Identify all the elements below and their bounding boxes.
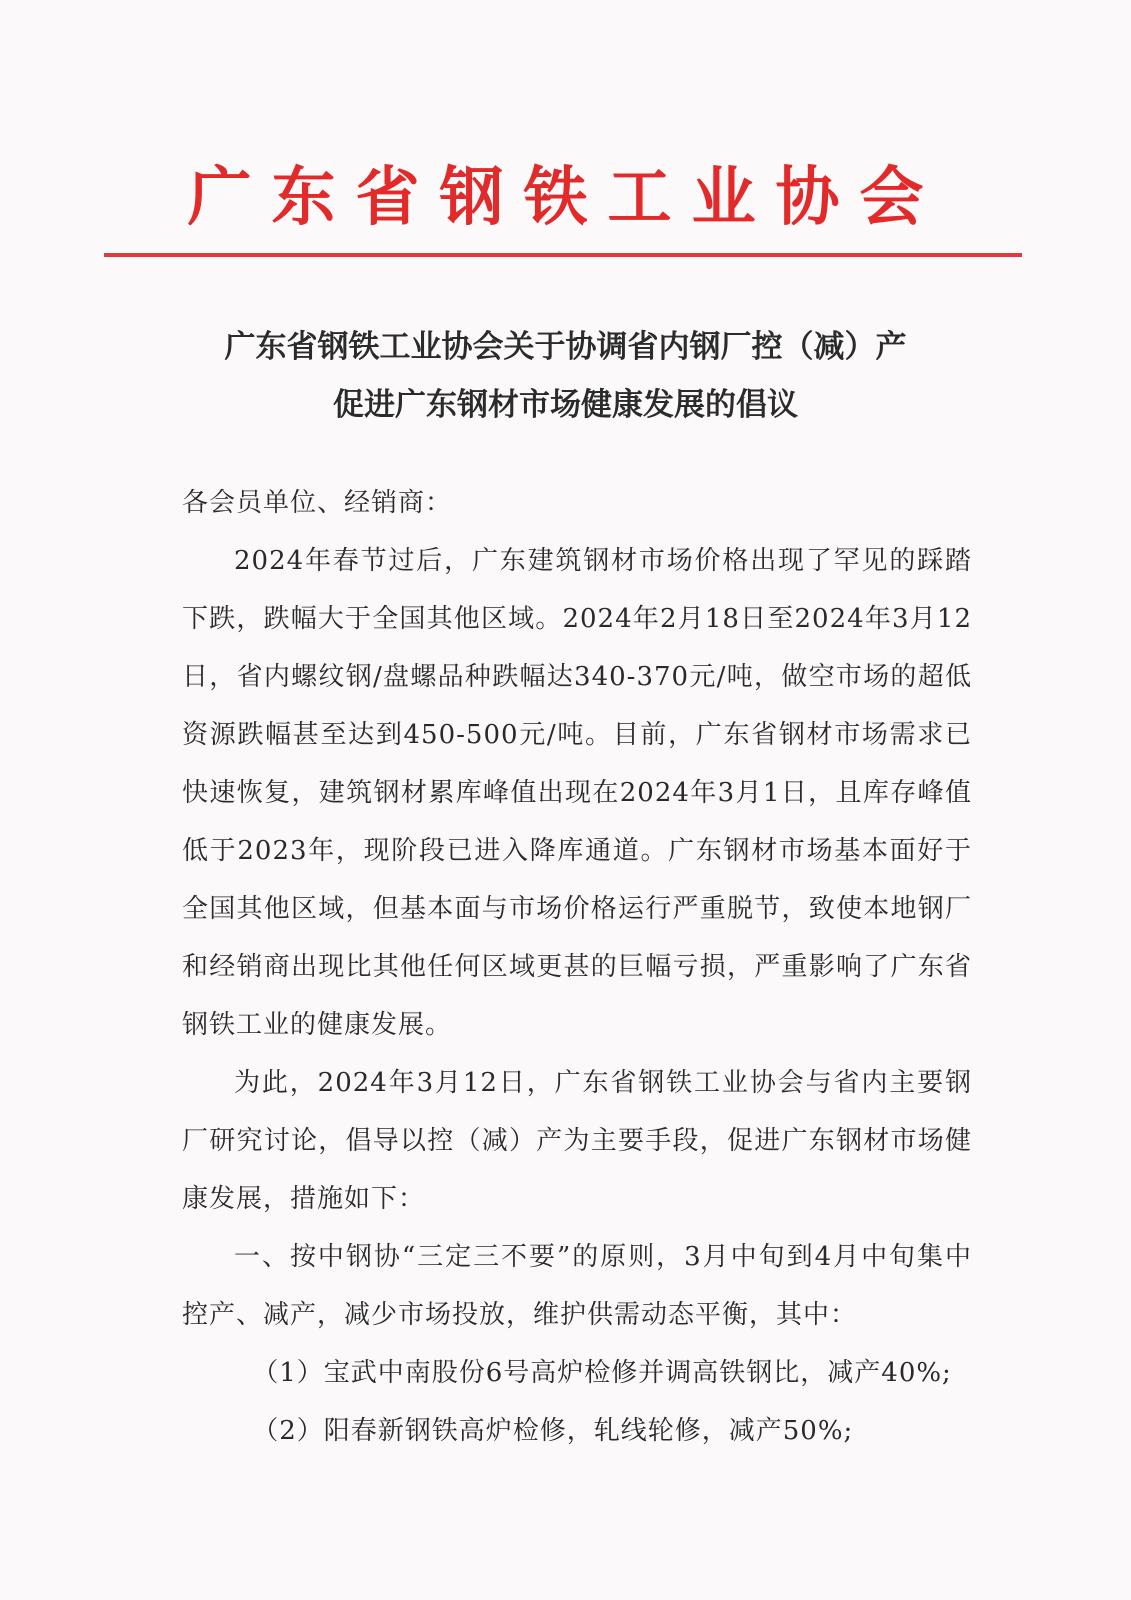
- document-title-line-1: 广东省钢铁工业协会关于协调省内钢厂控（减）产: [224, 329, 907, 365]
- paragraph-background: 2024年春节过后，广东建筑钢材市场价格出现了罕见的踩踏下跌，跌幅大于全国其他区域。2024年2月18日至2024年3月12日，省内螺纹钢/盘螺品种跌幅达340-370元/吨，做空市场的超低资源跌幅甚至达到450-500元/吨。目前，广东省钢材市场需求已快速恢复，建筑钢材累库峰值出现在2024年3月1日，且库存峰值低于2023年，现阶段已进入降库通道。广东钢材市场基本面好于全国其他区域，但基本面与市场价格运行严重脱节，致使本地钢厂和经销商出现比其他任何区域更甚的巨幅亏损，严重影响了广东省钢铁工业的健康发展。: [182, 546, 972, 1040]
- letterhead-red-rule: [104, 253, 1022, 257]
- letterhead-title: 广东省钢铁工业协会: [187, 160, 944, 235]
- list-item: （1）宝武中南股份6号高炉检修并调高铁钢比，减产40%;: [252, 1358, 952, 1388]
- document-body: [182, 474, 972, 1460]
- paragraph-measures-intro: 为此，2024年3月12日，广东省钢铁工业协会与省内主要钢厂研究讨论，倡导以控（减）产为主要手段，促进广东钢材市场健康发展，措施如下：: [182, 1068, 972, 1214]
- list-item: （2）阳春新钢铁高炉检修，轧线轮修，减产50%;: [252, 1416, 854, 1446]
- salutation: 各会员单位、经销商：: [182, 488, 453, 518]
- document-title: [0, 318, 1131, 434]
- paragraph-measure-one: 一、按中钢协“三定三不要”的原则，3月中旬到4月中旬集中控产、减产，减少市场投放，维护供需动态平衡，其中：: [182, 1242, 972, 1330]
- document-title-line-2: 促进广东钢材市场健康发展的倡议: [333, 387, 798, 423]
